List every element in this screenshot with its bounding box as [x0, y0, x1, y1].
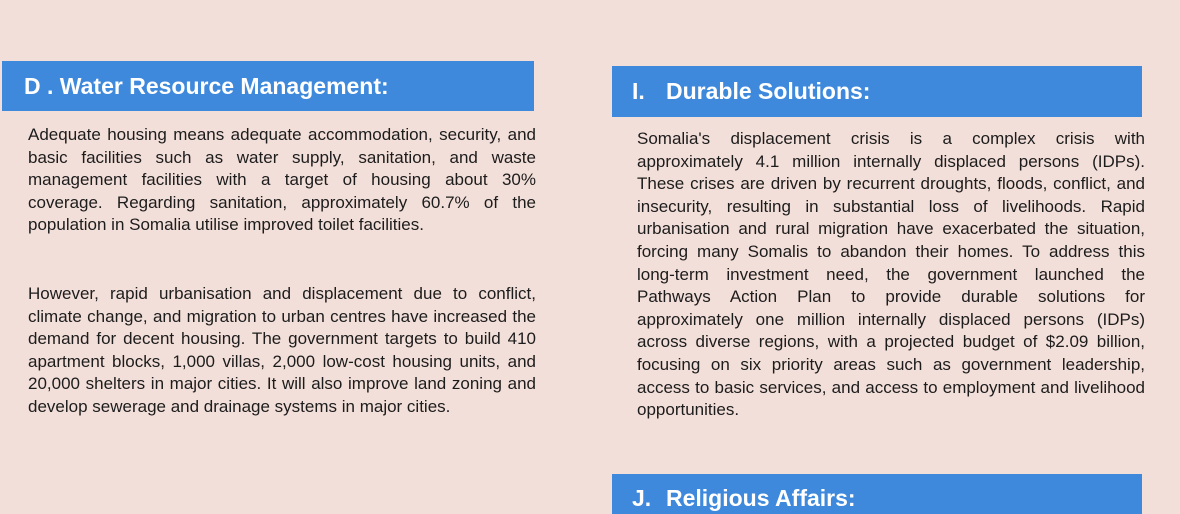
section-i-header: [612, 66, 1142, 117]
section-d-header: [2, 61, 534, 111]
section-i-paragraph: Somalia's displacement crisis is a complex crisis with approximately 4.1 million internally displaced persons (IDPs). These crises are driven by recurrent droughts, floods, conflict, and insecurity, resulting in substantial loss of livelihoods. Rapid urbanisation and rural migration have exacerbated the situation, forcing many Somalis to abandon their homes. To address this long-term investment need, the government launched the Pathways Action Plan to provide durable solutions for approximately one million internally displaced persons (IDPs) across diverse regions, with a projected budget of $2.09 billion, focusing on six priority areas such as government leadership, access to basic services, and access to employment and livelihood opportunities.: [637, 129, 1145, 420]
section-i-number: I.: [632, 78, 645, 104]
section-d-paragraph-1: Adequate housing means adequate accommodation, security, and basic facilities such as water supply, sanitation, and waste management facilities with a target of housing about 30% coverage. Regarding sanitation, approximately 60.7% of the population in Somalia utilise improved toilet facilities.: [28, 125, 536, 235]
section-d-paragraph-2: However, rapid urbanisation and displacement due to conflict, climate change, and migration to urban centres have increased the demand for decent housing. The government targets to build 410 apartment blocks, 1,000 villas, 2,000 low-cost housing units, and 20,000 shelters in major cities. It will also improve land zoning and develop sewerage and drainage systems in major cities.: [28, 284, 536, 416]
section-j-title: Religious Affairs:: [666, 485, 856, 511]
section-d-title: D . Water Resource Management:: [24, 73, 389, 99]
section-j-header: [612, 474, 1142, 514]
section-j-number: J.: [632, 485, 652, 511]
section-i-title: Durable Solutions:: [666, 78, 871, 104]
